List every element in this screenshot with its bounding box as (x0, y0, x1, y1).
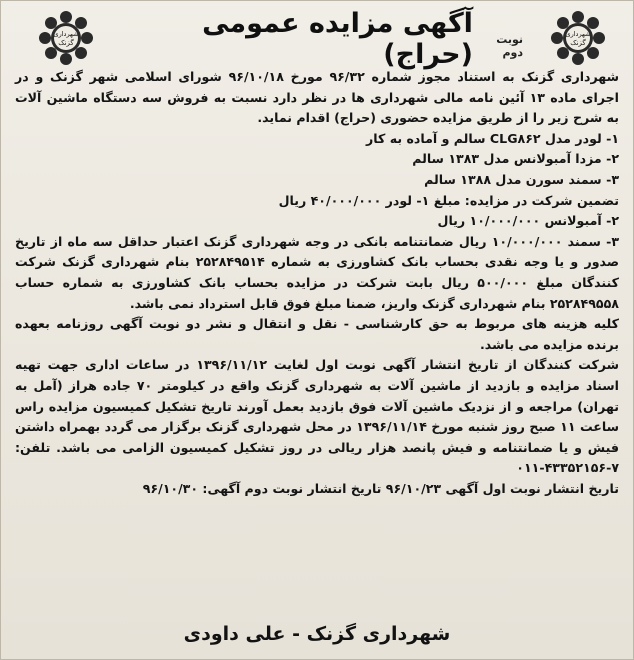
signature: شهرداری گزنک - علی داودی (183, 623, 451, 645)
svg-text:شهرداری: شهرداری (53, 30, 79, 38)
intro-paragraph: شهرداری گزنک به استناد مجوز شماره ۹۶/۳۲ مورخ ۹۶/۱۰/۱۸ شورای اسلامی شهر گزنک و در اجرای ماده ۱۳ آئین نامه مالی شهرداری ها در نظر دارد نسبت به فروش سه دستگاه ماشین آلات به شرح زیر را از طریق مزایده حضوری (حراج) اقدام نماید. (15, 69, 620, 126)
costs-paragraph: کلیه هزینه های مربوط به حق کارشناسی - نقل و انتقال و نشر دو نوبت آگهی روزنامه بعهده برنده مزایده می باشد. (15, 316, 619, 352)
guarantee-loader: تضمین شرکت در مزایده: مبلغ ۱- لودر ۴۰/۰۰۰/۰۰۰ ریال (278, 192, 619, 208)
svg-text:گزنک: گزنک (58, 39, 74, 47)
svg-text:شهرداری: شهرداری (565, 30, 591, 38)
ad-body (15, 67, 619, 499)
item-ambulance: ۲- مزدا آمبولانس مدل ۱۳۸۳ سالم (412, 151, 619, 167)
participants-paragraph: شرکت کنندگان از تاریخ انتشار آگهی نوبت اول لغایت ۱۳۹۶/۱۱/۱۲ در ساعات اداری جهت تهیه اسناد مزایده و بازدید از ماشین آلات به شهرداری گزنک واقع در کیلومتر ۷۰ جاده هراز (آمل به تهران) مراجعه و از نزدیک ماشین آلات فوق بازدید بعمل آورند تاریخ تشکیل کمیسیون مزایده راس ساعت ۱۱ صبح روز شنبه مورخ ۱۳۹۶/۱۱/۱۴ در محل شهرداری گزنک برگزار می گردد بهمراه داشتن فیش و یا ضمانتنامه و فیش پانصد هزار ریالی در روز تشکیل کمیسیون الزامی می باشد. تلفن: ۷-۴۳۳۵۲۱۵۶-۰۱۱ (15, 357, 620, 476)
guarantee-samand-terms: ۳- سمند ۱۰/۰۰۰/۰۰۰ ریال ضمانتنامه بانکی در وجه شهرداری گزنک اعتبار حداقل سه ماه از تاریخ صدور و یا وجه نقدی بحساب بانک کشاورزی به شماره ۲۵۲۸۴۹۵۱۴ بنام شهرداری گزنک شرکت کنندگان مبلغ ۵۰۰/۰۰۰ ریال بابت شرکت در مزایده بحساب بانک کشاورزی به شماره حساب ۲۵۲۸۴۹۵۵۸ بنام شهرداری گزنک واریز، ضمنا مبلغ فوق قابل استرداد نمی باشد. (15, 233, 620, 311)
item-loader: ۱- لودر مدل CLG۸۶۲ سالم و آماده به کار (366, 130, 619, 146)
item-samand: ۳- سمند سورن مدل ۱۳۸۸ سالم (424, 171, 619, 187)
municipality-logo-right (549, 9, 607, 67)
municipality-logo-left (37, 9, 95, 67)
publication-turn-label: نوبت دوم (496, 33, 523, 59)
ad-header (111, 8, 533, 70)
guarantee-ambulance: ۲- آمبولانس ۱۰/۰۰۰/۰۰۰ ریال (437, 213, 619, 229)
svg-text:گزنک: گزنک (570, 39, 586, 47)
publication-dates: تاریخ انتشار نوبت اول آگهی ۹۶/۱۰/۲۳ تاریخ انتشار نوبت دوم آگهی: ۹۶/۱۰/۳۰ (142, 480, 619, 496)
ad-title: آگهی مزایده عمومی (حراج) (202, 8, 473, 70)
